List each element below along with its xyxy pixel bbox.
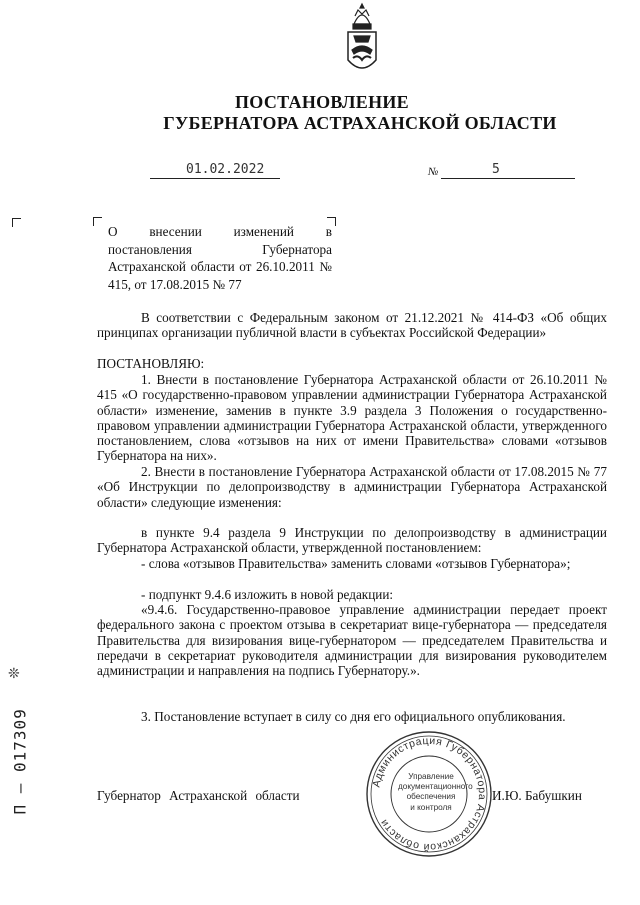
- stamp-line-4: и контроля: [410, 802, 452, 812]
- stamp-line-2: документационного: [398, 782, 473, 792]
- corner-mark-left: [12, 218, 21, 227]
- decree-word: ПОСТАНОВЛЯЮ:: [97, 356, 205, 371]
- clause-2: 2. Внести в постановление Губернатора Астраханской области от 17.08.2015 № 77 «Об Инструкции по делопроизводству в администрации Губернатора Астраханской области» следующие изменения:: [97, 464, 607, 510]
- clause-2-subitem: в пункте 9.4 раздела 9 Инструкции по делопроизводству в администрации Губернатора Астраханской области, утвержденной постановлением:: [97, 525, 607, 556]
- preamble-paragraph: В соответствии с Федеральным законом от 21.12.2021 № 414-ФЗ «Об общих принципах организации публичной власти в субъектах Российской Федерации»: [97, 310, 607, 341]
- stamp-ring-text: Администрация Губернатора Астраханской области: [370, 734, 489, 854]
- number-underline: [441, 178, 575, 179]
- clause-2-replace-words: - слова «отзывов Правительства» заменить словами «отзывов Губернатора»;: [141, 556, 571, 571]
- document-number: 5: [492, 162, 500, 177]
- stamp-center-text: [398, 772, 473, 813]
- clause-3: 3. Постановление вступает в силу со дня его официального опубликования.: [141, 709, 566, 724]
- clause-2-new-subclause-intro: - подпункт 9.4.6 изложить в новой редакции:: [141, 587, 394, 602]
- form-serial-number: П — 017309: [10, 708, 30, 815]
- date-underline: [150, 178, 280, 179]
- document-subject-title: О внесении изменений в постановления Губернатора Астраханской области от 26.10.2011 № 415, от 17.08.2015 № 77: [108, 224, 332, 292]
- coat-of-arms-emblem: [340, 2, 384, 82]
- stamp-line-3: обеспечения: [406, 792, 456, 802]
- document-date: 01.02.2022: [186, 162, 265, 177]
- snowflake-mark-icon: ❊: [8, 667, 20, 682]
- number-sign: №: [428, 166, 439, 178]
- corner-mark-title-left: [93, 217, 102, 226]
- issuer-heading: ГУБЕРНАТОРА АСТРАХАНСКОЙ ОБЛАСТИ: [163, 113, 557, 133]
- document-type-heading: ПОСТАНОВЛЕНИЕ: [235, 92, 409, 112]
- signatory-position: Губернатор Астраханской области: [97, 788, 300, 803]
- clause-2-new-subclause-text: «9.4.6. Государственно-правовое управление администрации передает проект федерального закона с проектом отзыва в секретариат вице-губернатора — председателя Правительства для визирования вице-губернатором — председателем Правительства и передачи в секретариат руководителя администрации для визирования руководителем администрации и направления на подпись Губернатору.».: [97, 602, 607, 679]
- stamp-line-1: Управление: [408, 772, 454, 781]
- signatory-name: И.Ю. Бабушкин: [492, 788, 582, 803]
- clause-1: 1. Внести в постановление Губернатора Астраханской области от 26.10.2011 № 415 «О государственно-правовом управлении администрации Губернатора Астраханской области» изменение, заменив в пункте 3.9 раздела 3 Положения о государственно-правовом управлении администрации Губернатора Астраханской области, утвержденного постановлением, слова «отзывов на них от имени Правительства» словами «отзывов Губернатора на них».: [97, 372, 607, 464]
